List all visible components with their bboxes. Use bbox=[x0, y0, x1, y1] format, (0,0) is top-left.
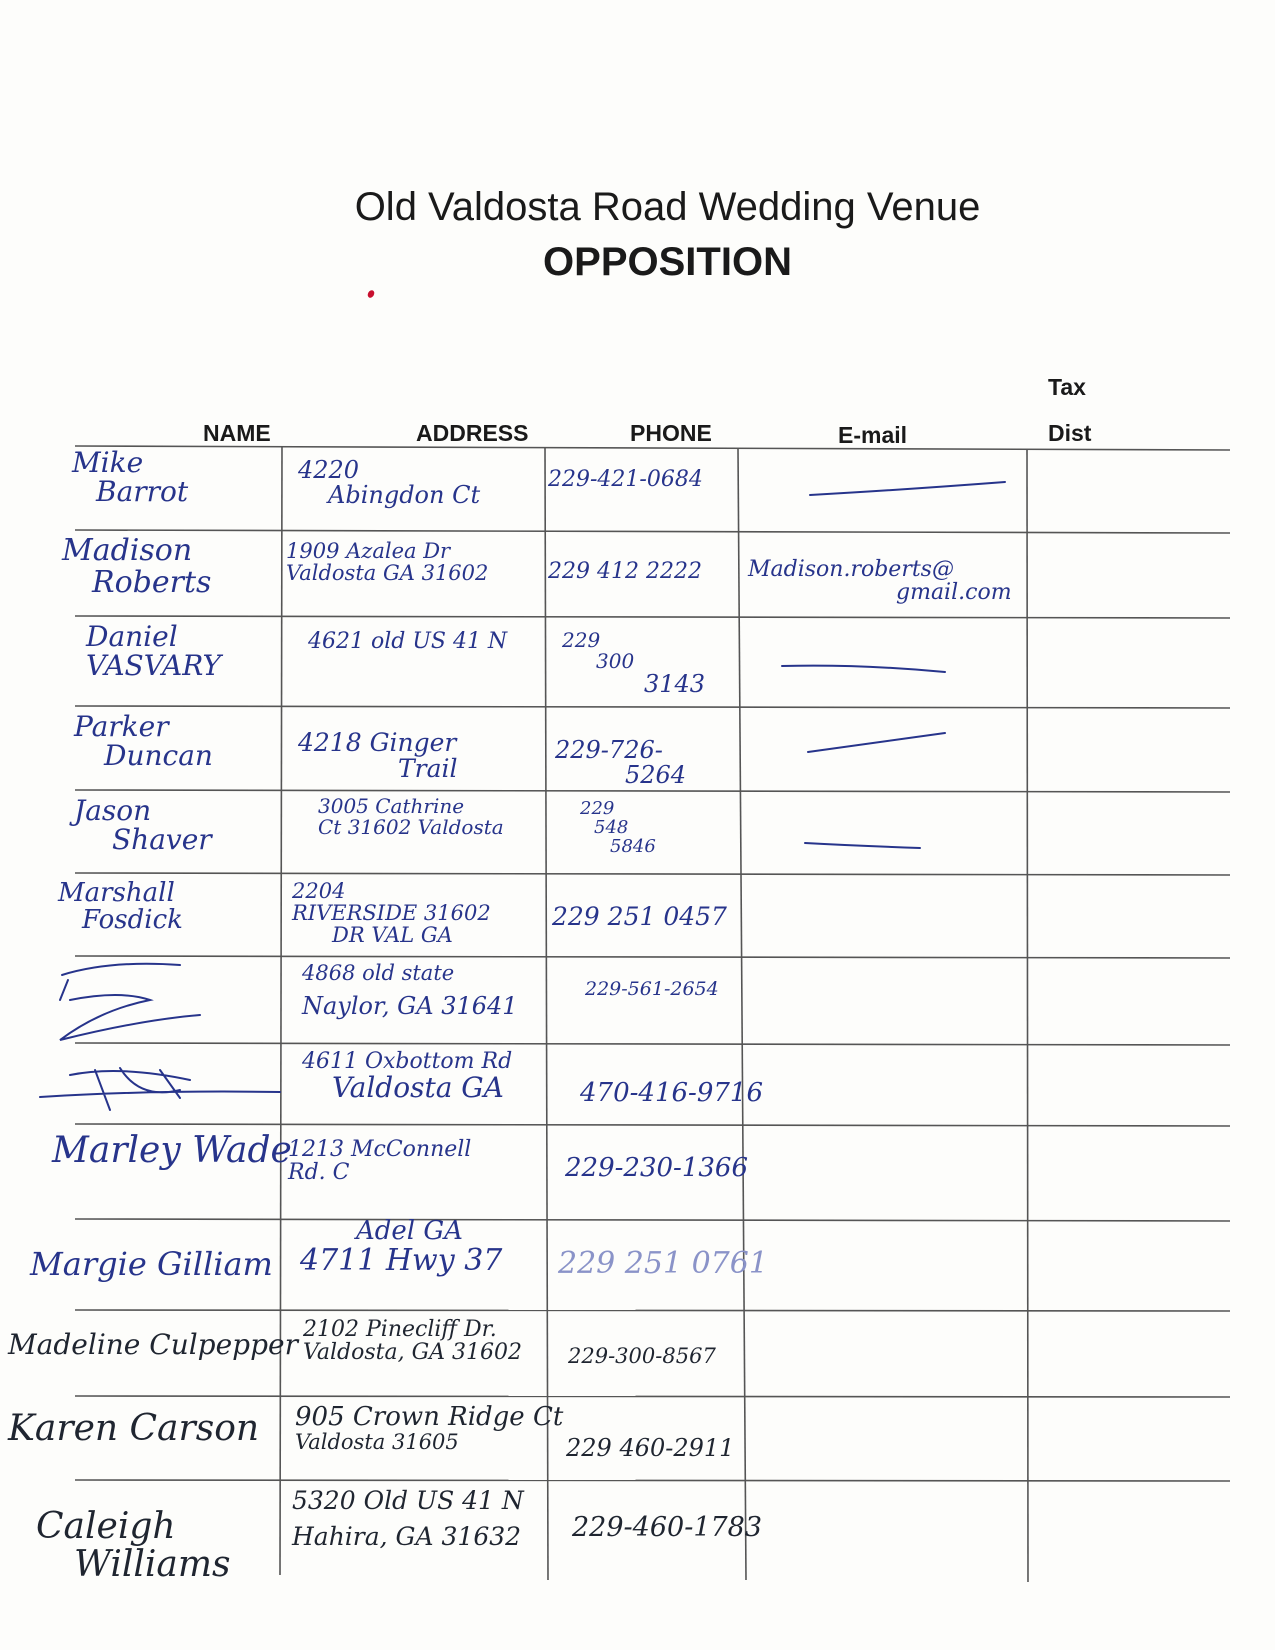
row7-phone: 229-561-2654 bbox=[585, 978, 719, 1000]
row3-phone: 229 300 3143 bbox=[562, 628, 706, 698]
row11-phone: 229-300-8567 bbox=[568, 1344, 716, 1368]
row4-name: Parker Duncan bbox=[74, 710, 213, 773]
row13-name: Caleigh Williams bbox=[36, 1506, 231, 1585]
signature-scribble-row7 bbox=[60, 964, 200, 1040]
header-name: NAME bbox=[203, 420, 271, 446]
signature-scribble-row8 bbox=[40, 1068, 280, 1110]
row4-phone: 229-726- 5264 bbox=[555, 736, 687, 790]
row7-address: 4868 old state Naylor, GA 31641 bbox=[302, 961, 518, 1021]
row2-email: Madison.roberts@ gmail.com bbox=[748, 557, 1012, 606]
page-subtitle: OPPOSITION bbox=[543, 240, 792, 284]
email-dash-row5 bbox=[805, 843, 920, 848]
row9-name: Marley Wade bbox=[52, 1130, 292, 1171]
row5-address: 3005 Cathrine Ct 31602 Valdosta bbox=[318, 794, 504, 839]
row2-name: Madison Roberts bbox=[62, 533, 212, 600]
row3-address: 4621 old US 41 N bbox=[308, 629, 508, 654]
header-email: E-mail bbox=[838, 422, 908, 448]
row6-name: Marshall Fosdick bbox=[58, 878, 183, 936]
header-phone: PHONE bbox=[630, 420, 712, 446]
row10-phone: 229 251 0761 bbox=[558, 1246, 768, 1281]
row2-phone: 229 412 2222 bbox=[548, 559, 702, 584]
row3-name: Daniel VASVARY bbox=[86, 620, 221, 683]
row12-phone: 229 460-2911 bbox=[566, 1434, 735, 1462]
row10-address: Adel GA 4711 Hwy 37 bbox=[300, 1216, 503, 1279]
row4-address: 4218 Ginger Trail bbox=[298, 728, 458, 784]
row12-name: Karen Carson bbox=[8, 1408, 260, 1449]
row5-phone: 229 548 5846 bbox=[580, 798, 656, 857]
row2-address: 1909 Azalea Dr Valdosta GA 31602 bbox=[286, 539, 489, 586]
row11-name: Madeline Culpepper bbox=[8, 1328, 298, 1361]
row8-phone: 470-416-9716 bbox=[580, 1078, 763, 1108]
row1-phone: 229-421-0684 bbox=[548, 467, 703, 492]
row1-name: Mike Barrot bbox=[72, 446, 189, 509]
row12-address: 905 Crown Ridge Ct Valdosta 31605 bbox=[295, 1402, 564, 1455]
header-address: ADDRESS bbox=[416, 420, 529, 446]
header-tax: Tax bbox=[1048, 374, 1086, 400]
row9-address: 1213 McConnell Rd. C bbox=[288, 1137, 472, 1186]
email-dash-row3 bbox=[782, 666, 945, 672]
page-title: Old Valdosta Road Wedding Venue bbox=[354, 185, 981, 229]
row8-address: 4611 Oxbottom Rd Valdosta GA bbox=[302, 1049, 513, 1105]
row10-name: Margie Gilliam bbox=[30, 1245, 273, 1283]
row13-address: 5320 Old US 41 N Hahira, GA 31632 bbox=[292, 1486, 524, 1552]
row5-name: Jason Shaver bbox=[74, 794, 212, 857]
row9-phone: 229-230-1366 bbox=[565, 1153, 748, 1183]
email-dash-row4 bbox=[808, 733, 945, 752]
row6-address: 2204 RIVERSIDE 31602 DR VAL GA bbox=[292, 879, 491, 948]
row1-address: 4220 Abingdon Ct bbox=[298, 456, 481, 510]
row11-address: 2102 Pinecliff Dr. Valdosta, GA 31602 bbox=[303, 1317, 523, 1366]
row13-phone: 229-460-1783 bbox=[572, 1512, 763, 1543]
row6-phone: 229 251 0457 bbox=[552, 902, 727, 931]
email-dash-row1 bbox=[810, 482, 1005, 495]
header-dist: Dist bbox=[1048, 420, 1092, 446]
